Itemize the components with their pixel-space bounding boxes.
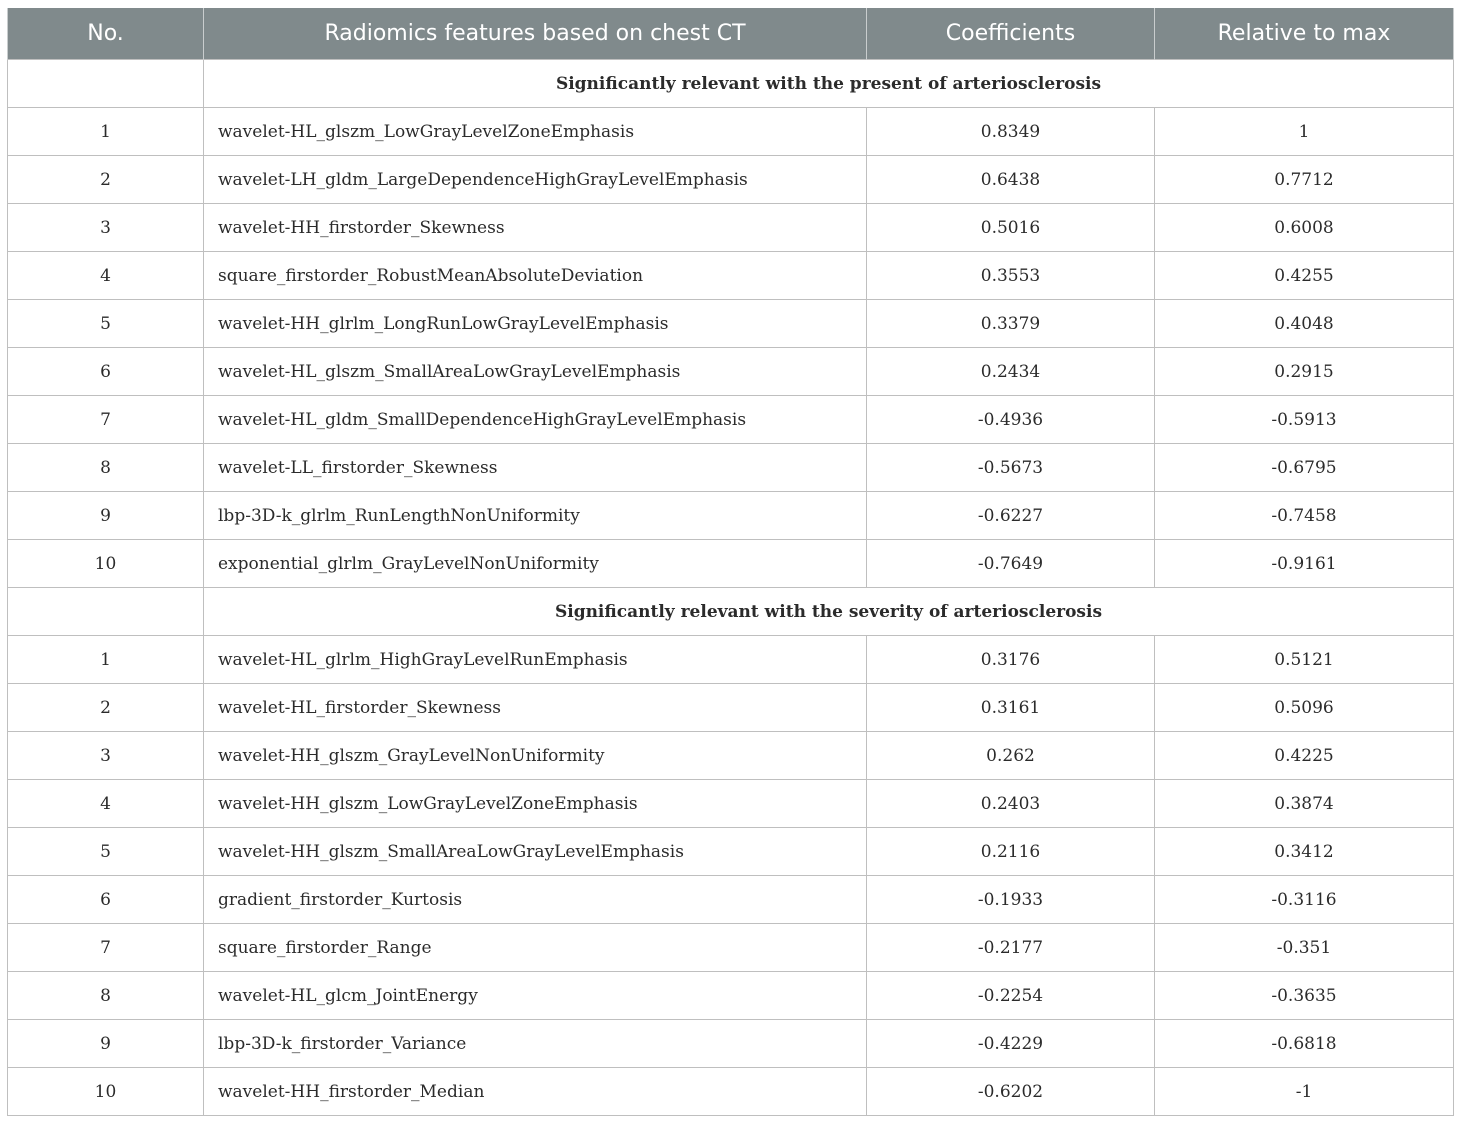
table-row (8, 924, 1454, 972)
coefficient-cell: 0.3176 (867, 636, 1155, 684)
relative-to-max-cell: -0.7458 (1155, 492, 1454, 540)
feature-name-cell: wavelet-LH_gldm_LargeDependenceHighGrayLevelEmphasis (204, 156, 867, 204)
section-title: Significantly relevant with the severity of arteriosclerosis (204, 588, 1454, 636)
row-number-cell: 8 (8, 444, 204, 492)
coefficient-cell: 0.3553 (867, 252, 1155, 300)
header-no: No. (8, 8, 204, 60)
coefficient-cell: -0.2177 (867, 924, 1155, 972)
table-row (8, 684, 1454, 732)
relative-to-max-cell: -1 (1155, 1068, 1454, 1116)
table-row (8, 732, 1454, 780)
coefficient-cell: 0.2434 (867, 348, 1155, 396)
relative-to-max-cell: 0.4048 (1155, 300, 1454, 348)
coefficient-cell: 0.5016 (867, 204, 1155, 252)
feature-name-cell: wavelet-HL_glrlm_HighGrayLevelRunEmphasis (204, 636, 867, 684)
feature-name-cell: square_firstorder_Range (204, 924, 867, 972)
coefficient-cell: 0.2116 (867, 828, 1155, 876)
row-number-cell: 6 (8, 348, 204, 396)
relative-to-max-cell: 1 (1155, 108, 1454, 156)
coefficient-cell: 0.262 (867, 732, 1155, 780)
table-row (8, 540, 1454, 588)
row-number-cell: 10 (8, 540, 204, 588)
row-number-cell: 10 (8, 1068, 204, 1116)
coefficient-cell: 0.8349 (867, 108, 1155, 156)
feature-name-cell: wavelet-HH_glrlm_LongRunLowGrayLevelEmphasis (204, 300, 867, 348)
table-body (8, 60, 1454, 1116)
feature-name-cell: wavelet-HH_firstorder_Skewness (204, 204, 867, 252)
row-number-cell: 7 (8, 924, 204, 972)
table-row (8, 444, 1454, 492)
row-number-cell: 7 (8, 396, 204, 444)
row-number-cell: 2 (8, 684, 204, 732)
row-number-cell: 1 (8, 636, 204, 684)
row-number-cell: 4 (8, 780, 204, 828)
feature-name-cell: wavelet-HL_firstorder_Skewness (204, 684, 867, 732)
table-row (8, 1068, 1454, 1116)
table-row (8, 348, 1454, 396)
header-relative-to-max: Relative to max (1155, 8, 1454, 60)
relative-to-max-cell: -0.6818 (1155, 1020, 1454, 1068)
section-blank-cell (8, 60, 204, 108)
coefficient-cell: -0.4229 (867, 1020, 1155, 1068)
header-row (8, 8, 1454, 60)
section-blank-cell (8, 588, 204, 636)
table-row (8, 1020, 1454, 1068)
coefficient-cell: -0.4936 (867, 396, 1155, 444)
feature-name-cell: wavelet-HH_glszm_SmallAreaLowGrayLevelEmphasis (204, 828, 867, 876)
coefficient-cell: 0.6438 (867, 156, 1155, 204)
row-number-cell: 9 (8, 1020, 204, 1068)
feature-name-cell: wavelet-HL_glszm_SmallAreaLowGrayLevelEmphasis (204, 348, 867, 396)
coefficient-cell: -0.6227 (867, 492, 1155, 540)
section-title: Significantly relevant with the present of arteriosclerosis (204, 60, 1454, 108)
table-row (8, 252, 1454, 300)
feature-name-cell: wavelet-HH_glszm_GrayLevelNonUniformity (204, 732, 867, 780)
feature-name-cell: wavelet-HL_glcm_JointEnergy (204, 972, 867, 1020)
coefficient-cell: -0.2254 (867, 972, 1155, 1020)
row-number-cell: 2 (8, 156, 204, 204)
relative-to-max-cell: 0.7712 (1155, 156, 1454, 204)
coefficient-cell: 0.3161 (867, 684, 1155, 732)
table-row (8, 828, 1454, 876)
row-number-cell: 1 (8, 108, 204, 156)
coefficient-cell: 0.2403 (867, 780, 1155, 828)
header-feature: Radiomics features based on chest CT (204, 8, 867, 60)
relative-to-max-cell: -0.5913 (1155, 396, 1454, 444)
feature-name-cell: wavelet-HL_glszm_LowGrayLevelZoneEmphasis (204, 108, 867, 156)
section-header-row (8, 588, 1454, 636)
coefficient-cell: -0.7649 (867, 540, 1155, 588)
coefficient-cell: -0.5673 (867, 444, 1155, 492)
feature-name-cell: square_firstorder_RobustMeanAbsoluteDeviation (204, 252, 867, 300)
table-row (8, 396, 1454, 444)
coefficient-cell: -0.1933 (867, 876, 1155, 924)
table-row (8, 972, 1454, 1020)
feature-name-cell: lbp-3D-k_glrlm_RunLengthNonUniformity (204, 492, 867, 540)
relative-to-max-cell: 0.4225 (1155, 732, 1454, 780)
section-header-row (8, 60, 1454, 108)
relative-to-max-cell: -0.6795 (1155, 444, 1454, 492)
coefficient-cell: 0.3379 (867, 300, 1155, 348)
table-row (8, 876, 1454, 924)
table-row (8, 108, 1454, 156)
feature-name-cell: wavelet-HL_gldm_SmallDependenceHighGrayLevelEmphasis (204, 396, 867, 444)
table-row (8, 492, 1454, 540)
relative-to-max-cell: -0.351 (1155, 924, 1454, 972)
feature-name-cell: wavelet-HH_firstorder_Median (204, 1068, 867, 1116)
relative-to-max-cell: 0.4255 (1155, 252, 1454, 300)
feature-name-cell: exponential_glrlm_GrayLevelNonUniformity (204, 540, 867, 588)
row-number-cell: 3 (8, 732, 204, 780)
relative-to-max-cell: 0.3412 (1155, 828, 1454, 876)
relative-to-max-cell: -0.3635 (1155, 972, 1454, 1020)
table-row (8, 636, 1454, 684)
feature-name-cell: wavelet-LL_firstorder_Skewness (204, 444, 867, 492)
table-row (8, 300, 1454, 348)
feature-name-cell: lbp-3D-k_firstorder_Variance (204, 1020, 867, 1068)
row-number-cell: 4 (8, 252, 204, 300)
radiomics-table (7, 8, 1454, 1116)
row-number-cell: 9 (8, 492, 204, 540)
relative-to-max-cell: 0.5096 (1155, 684, 1454, 732)
table-row (8, 156, 1454, 204)
row-number-cell: 6 (8, 876, 204, 924)
row-number-cell: 8 (8, 972, 204, 1020)
table-row (8, 780, 1454, 828)
feature-name-cell: wavelet-HH_glszm_LowGrayLevelZoneEmphasis (204, 780, 867, 828)
row-number-cell: 3 (8, 204, 204, 252)
row-number-cell: 5 (8, 300, 204, 348)
row-number-cell: 5 (8, 828, 204, 876)
relative-to-max-cell: 0.3874 (1155, 780, 1454, 828)
relative-to-max-cell: -0.3116 (1155, 876, 1454, 924)
feature-name-cell: gradient_firstorder_Kurtosis (204, 876, 867, 924)
coefficient-cell: -0.6202 (867, 1068, 1155, 1116)
relative-to-max-cell: 0.6008 (1155, 204, 1454, 252)
table-row (8, 204, 1454, 252)
relative-to-max-cell: 0.5121 (1155, 636, 1454, 684)
relative-to-max-cell: 0.2915 (1155, 348, 1454, 396)
relative-to-max-cell: -0.9161 (1155, 540, 1454, 588)
header-coefficients: Coefficients (867, 8, 1155, 60)
